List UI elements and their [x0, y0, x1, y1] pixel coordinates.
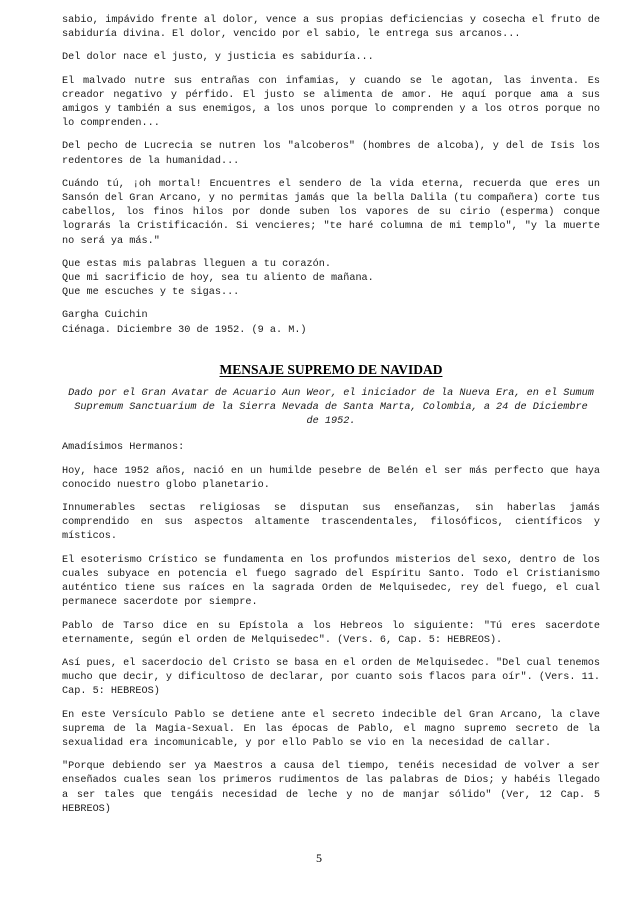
salutation: Amadísimos Hermanos: [62, 442, 185, 454]
paragraph: Cuándo tú, ¡oh mortal! Encuentres el sendero de la vida eterna, recuerda que eres un Sansón del Gran Arcano, y no permitas jamás que la bella Dalila (tu compañera) corte tus cabellos, los finos hilos por donde suben los vapores de su cirio (esperma) conque lograrás la Cristificación. Si vencieres; "te haré columna de mi templo", "y la muerte no será ya más." [62, 178, 600, 247]
page-number: 5 [316, 851, 322, 865]
paragraph: Hoy, hace 1952 años, nació en un humilde pesebre de Belén el ser más perfecto que haya conocido nuestro globo planetario. [62, 465, 600, 491]
signature-block: Gargha Cuichin Ciénaga. Diciembre 30 de 1952. (9 a. M.) [62, 310, 307, 336]
section-title: MENSAJE SUPREMO DE NAVIDAD [219, 361, 443, 377]
paragraph: Innumerables sectas religiosas se disputan sus enseñanzas, sin haberlas jamás comprendido en sus aspectos altamente trascendentales, filosóficos, científicos y místicos. [62, 503, 600, 543]
section-subtitle: Dado por el Gran Avatar de Acuario Aun Weor, el iniciador de la Nueva Era, en el Sumum Supremum Sanctuarium de la Sierra Nevada de Santa Marta, Colombia, a 24 de Diciembre de 1952. [68, 387, 594, 428]
page-content [62, 14, 600, 826]
paragraph: Pablo de Tarso dice en su Epístola a los Hebreos lo siguiente: "Tú eres sacerdote eternamente, según el orden de Melquisedec". (Vers. 6, Cap. 5: HEBREOS). [62, 620, 600, 646]
paragraph: Del pecho de Lucrecia se nutren los "alcoberos" (hombres de alcoba), y del de Isis los redentores de la humanidad... [62, 141, 600, 167]
paragraph: El esoterismo Crístico se fundamenta en los profundos misterios del sexo, dentro de los cuales subyace en potencia el fuego sagrado del Espíritu Santo. Todo el Cristianismo auténtico tiene sus raíces en la sagrada Orden de Melquisedec, rey del fuego, el cual permanece sacerdote por siempre. [62, 554, 600, 609]
paragraph: "Porque debiendo ser ya Maestros a causa del tiempo, tenéis necesidad de volver a ser enseñados cuales sean los primeros rudimentos de las palabras de Dios; y habéis llegado a ser tales que tengáis necesidad de leche y no de manjar sólido" (Ver, 12 Cap. 5 HEBREOS) [62, 761, 600, 815]
paragraph: Del dolor nace el justo, y justicia es sabiduría... [62, 52, 374, 64]
paragraph: Que estas mis palabras lleguen a tu corazón. Que mi sacrificio de hoy, sea tu aliento de mañana. Que me escuches y te sigas... [62, 258, 374, 299]
paragraph: Así pues, el sacerdocio del Cristo se basa en el orden de Melquisedec. "Del cual tenemos mucho que decir, y dificultoso de declarar, por cuanto sois flacos para oír". (Vers. 11. Cap. 5: HEBREOS) [62, 657, 600, 698]
paragraph: sabio, impávido frente al dolor, vence a sus propias deficiencias y cosecha el fruto de sabiduría divina. El dolor, vencido por el sabio, le entrega sus arcanos... [62, 15, 600, 41]
paragraph: En este Versículo Pablo se detiene ante el secreto indecible del Gran Arcano, la clave suprema de la Magia-Sexual. En las épocas de Pablo, el magno supremo secreto de la sexualidad era incomunicable, y por ello Pablo se vio en la necesidad de callar. [62, 709, 600, 749]
paragraph: El malvado nutre sus entrañas con infamias, y cuando se le agotan, las inventa. Es creador negativo y pérfido. El justo se alimenta de amor. He aquí porque ama a sus amigos y también a sus enemigos, a los unos porque lo comprenden y a los otros porque no lo comprenden... [62, 75, 600, 130]
